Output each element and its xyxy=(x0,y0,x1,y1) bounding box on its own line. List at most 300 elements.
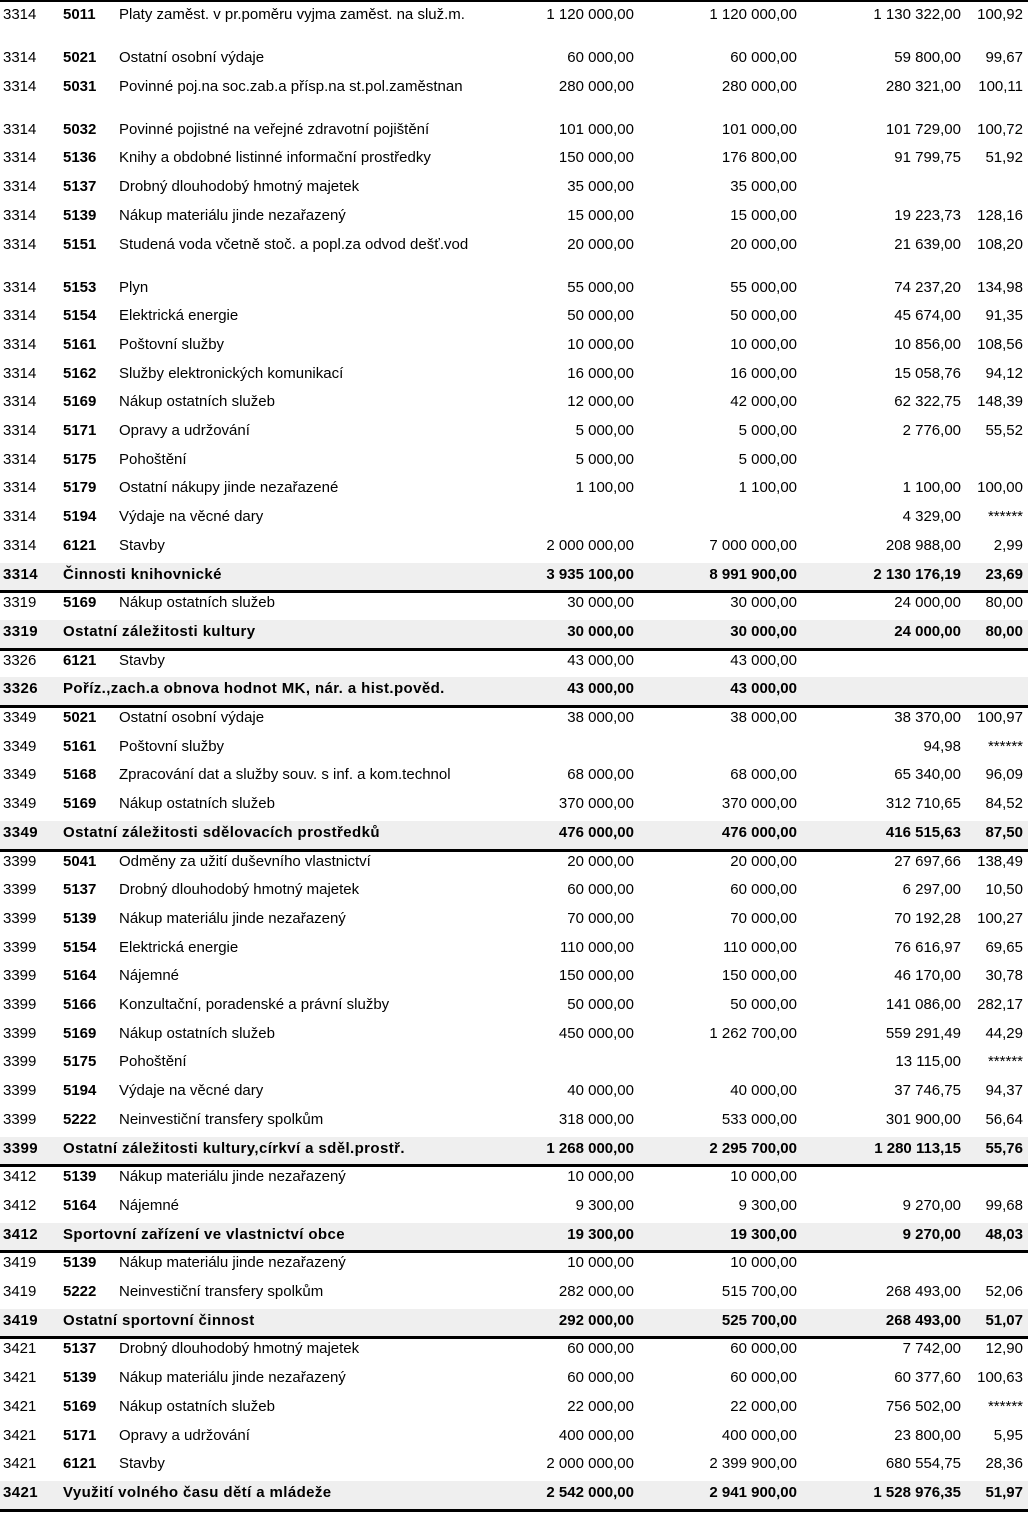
approved-budget-cell: 16 000,00 xyxy=(567,364,634,382)
actual-amount-cell: 416 515,63 xyxy=(885,823,961,841)
percent-fulfilled-cell: 91,35 xyxy=(985,307,1023,325)
item-name-cell: Drobný dlouhodobý hmotný majetek xyxy=(119,881,360,899)
table-row xyxy=(0,448,1028,477)
subtotal-row xyxy=(0,1481,1028,1510)
paragraph-code-cell: 3399 xyxy=(3,1082,37,1100)
paragraph-code-cell: 3412 xyxy=(3,1196,37,1214)
table-row xyxy=(0,3,1028,46)
item-code-cell: 5169 xyxy=(63,594,97,612)
percent-fulfilled-cell: 148,39 xyxy=(977,393,1023,411)
adjusted-budget-cell: 50 000,00 xyxy=(730,996,797,1013)
item-code-cell: 5154 xyxy=(63,938,97,956)
table-row xyxy=(0,276,1028,305)
adjusted-budget-cell: 43 000,00 xyxy=(730,651,797,669)
item-name-cell: Stavby xyxy=(119,1455,165,1473)
item-code-cell: 6121 xyxy=(63,536,97,554)
approved-budget-cell: 101 000,00 xyxy=(558,120,634,138)
approved-budget-cell: 476 000,00 xyxy=(558,823,634,841)
percent-fulfilled-cell: 48,03 xyxy=(985,1225,1023,1243)
subtotal-row xyxy=(0,563,1028,592)
item-code-cell: 6121 xyxy=(63,1455,97,1473)
actual-amount-cell: 62 322,75 xyxy=(894,393,961,411)
actual-amount-cell: 1 280 113,15 xyxy=(874,1139,961,1157)
item-name-cell: Výdaje na věcné dary xyxy=(119,508,264,526)
table-row xyxy=(0,1079,1028,1108)
adjusted-budget-cell: 60 000,00 xyxy=(730,1369,797,1387)
adjusted-budget-cell: 525 700,00 xyxy=(721,1311,797,1329)
table-row xyxy=(0,649,1028,678)
adjusted-budget-cell: 5 000,00 xyxy=(738,422,797,439)
approved-budget-cell: 40 000,00 xyxy=(567,1082,634,1100)
approved-budget-cell: 55 000,00 xyxy=(567,278,634,296)
percent-fulfilled-cell: 100,92 xyxy=(977,6,1023,23)
actual-amount-cell: 680 554,75 xyxy=(885,1455,961,1473)
actual-amount-cell: 60 377,60 xyxy=(894,1369,961,1387)
actual-amount-cell: 24 000,00 xyxy=(894,594,961,612)
approved-budget-cell: 60 000,00 xyxy=(567,1340,634,1358)
table-row xyxy=(0,46,1028,75)
approved-budget-cell: 450 000,00 xyxy=(558,1024,634,1042)
paragraph-code-cell: 3419 xyxy=(3,1283,37,1300)
percent-fulfilled-cell: ****** xyxy=(987,1397,1023,1415)
paragraph-code-cell: 3421 xyxy=(3,1426,37,1444)
actual-amount-cell: 280 321,00 xyxy=(885,77,961,95)
item-name-cell: Služby elektronických komunikací xyxy=(119,364,344,382)
adjusted-budget-cell: 70 000,00 xyxy=(730,909,797,927)
adjusted-budget-cell: 22 000,00 xyxy=(730,1397,797,1415)
item-code-cell: 5194 xyxy=(63,508,97,526)
percent-fulfilled-cell: 51,07 xyxy=(985,1311,1023,1329)
paragraph-code-cell: 3349 xyxy=(3,795,37,813)
paragraph-code-cell: 3421 xyxy=(3,1397,37,1415)
item-name-cell: Pohoštění xyxy=(119,450,187,468)
approved-budget-cell: 35 000,00 xyxy=(567,178,634,196)
item-name-cell: Neinvestiční transfery spolkům xyxy=(119,1283,324,1300)
percent-fulfilled-cell: 69,65 xyxy=(985,938,1023,956)
item-name-cell: Poštovní služby xyxy=(119,737,225,755)
actual-amount-cell: 19 223,73 xyxy=(894,206,961,224)
adjusted-budget-cell: 110 000,00 xyxy=(723,938,797,956)
approved-budget-cell: 150 000,00 xyxy=(558,149,634,167)
adjusted-budget-cell: 38 000,00 xyxy=(730,709,797,726)
subtotal-row xyxy=(0,1309,1028,1338)
approved-budget-cell: 1 120 000,00 xyxy=(546,6,634,23)
actual-amount-cell: 46 170,00 xyxy=(894,967,961,985)
actual-amount-cell: 91 799,75 xyxy=(894,149,961,167)
adjusted-budget-cell: 101 000,00 xyxy=(721,120,797,138)
item-name-cell: Zpracování dat a služby souv. s inf. a kom.technol xyxy=(119,766,451,784)
actual-amount-cell: 59 800,00 xyxy=(894,49,961,66)
percent-fulfilled-cell: 80,00 xyxy=(985,622,1023,640)
paragraph-code-cell: 3314 xyxy=(3,206,37,224)
paragraph-code-cell: 3399 xyxy=(3,1053,37,1071)
item-code-cell: 5154 xyxy=(63,307,97,325)
paragraph-code-cell: 3326 xyxy=(3,680,38,698)
subtotal-row xyxy=(0,677,1028,706)
percent-fulfilled-cell: 100,00 xyxy=(977,479,1023,497)
adjusted-budget-cell: 35 000,00 xyxy=(730,178,797,196)
percent-fulfilled-cell: 51,97 xyxy=(985,1483,1023,1501)
actual-amount-cell: 1 100,00 xyxy=(902,479,961,497)
paragraph-code-cell: 3314 xyxy=(3,422,37,439)
adjusted-budget-cell: 476 000,00 xyxy=(721,823,797,841)
item-code-cell: 5179 xyxy=(63,479,97,497)
percent-fulfilled-cell: 51,92 xyxy=(985,149,1023,167)
approved-budget-cell: 70 000,00 xyxy=(567,909,634,927)
approved-budget-cell: 50 000,00 xyxy=(567,996,634,1013)
paragraph-code-cell: 3314 xyxy=(3,307,37,325)
paragraph-code-cell: 3314 xyxy=(3,450,37,468)
percent-fulfilled-cell: 128,16 xyxy=(977,206,1023,224)
table-row xyxy=(0,1165,1028,1194)
item-name-cell: Nákup materiálu jinde nezařazený xyxy=(119,1168,346,1186)
approved-budget-cell: 10 000,00 xyxy=(567,335,634,353)
item-code-cell: 5137 xyxy=(63,178,97,196)
item-name-cell: Ostatní záležitosti kultury xyxy=(63,622,256,640)
item-name-cell: Knihy a obdobné listinné informační prostředky xyxy=(119,149,431,167)
item-name-cell: Nákup materiálu jinde nezařazený xyxy=(119,909,346,927)
item-code-cell: 5166 xyxy=(63,996,97,1013)
approved-budget-cell: 5 000,00 xyxy=(575,422,634,439)
percent-fulfilled-cell: 44,29 xyxy=(985,1024,1023,1042)
adjusted-budget-cell: 533 000,00 xyxy=(721,1110,797,1128)
paragraph-code-cell: 3421 xyxy=(3,1483,38,1501)
actual-amount-cell: 38 370,00 xyxy=(894,709,961,726)
percent-fulfilled-cell: 56,64 xyxy=(985,1110,1023,1128)
approved-budget-cell: 22 000,00 xyxy=(567,1397,634,1415)
adjusted-budget-cell: 7 000 000,00 xyxy=(709,536,797,554)
paragraph-code-cell: 3314 xyxy=(3,120,37,138)
item-code-cell: 5175 xyxy=(63,450,97,468)
approved-budget-cell: 30 000,00 xyxy=(567,594,634,612)
item-name-cell: Ostatní osobní výdaje xyxy=(119,49,265,66)
approved-budget-cell: 110 000,00 xyxy=(560,938,634,956)
item-name-cell: Nákup ostatních služeb xyxy=(119,795,275,813)
item-code-cell: 5031 xyxy=(63,77,97,95)
actual-amount-cell: 9 270,00 xyxy=(902,1225,961,1243)
item-name-cell: Nákup materiálu jinde nezařazený xyxy=(119,206,346,224)
item-code-cell: 5153 xyxy=(63,278,97,296)
item-name-cell: Ostatní záležitosti sdělovacích prostředků xyxy=(63,823,380,841)
adjusted-budget-cell: 2 295 700,00 xyxy=(709,1139,797,1157)
paragraph-code-cell: 3314 xyxy=(3,77,37,95)
percent-fulfilled-cell: 100,11 xyxy=(978,77,1023,95)
item-code-cell: 5169 xyxy=(63,795,97,813)
table-row xyxy=(0,1395,1028,1424)
approved-budget-cell: 15 000,00 xyxy=(567,206,634,224)
item-code-cell: 5151 xyxy=(63,235,97,253)
item-code-cell: 5162 xyxy=(63,364,97,382)
paragraph-code-cell: 3314 xyxy=(3,536,37,554)
paragraph-code-cell: 3399 xyxy=(3,881,37,899)
table-row xyxy=(0,505,1028,534)
item-name-cell: Drobný dlouhodobý hmotný majetek xyxy=(119,178,360,196)
adjusted-budget-cell: 9 300,00 xyxy=(738,1196,797,1214)
item-code-cell: 5021 xyxy=(63,49,97,66)
item-name-cell: Výdaje na věcné dary xyxy=(119,1082,264,1100)
percent-fulfilled-cell: 94,12 xyxy=(985,364,1023,382)
item-name-cell: Využití volného času dětí a mládeže xyxy=(63,1483,332,1501)
adjusted-budget-cell: 30 000,00 xyxy=(730,594,797,612)
paragraph-code-cell: 3314 xyxy=(3,178,37,196)
item-code-cell: 5171 xyxy=(63,422,97,439)
item-code-cell: 5139 xyxy=(63,1254,97,1272)
paragraph-code-cell: 3319 xyxy=(3,594,37,612)
table-row xyxy=(0,146,1028,175)
item-name-cell: Stavby xyxy=(119,651,165,669)
actual-amount-cell: 301 900,00 xyxy=(885,1110,961,1128)
percent-fulfilled-cell: 94,37 xyxy=(985,1082,1023,1100)
paragraph-code-cell: 3314 xyxy=(3,479,37,497)
approved-budget-cell: 9 300,00 xyxy=(575,1196,634,1214)
item-name-cell: Povinné pojistné na veřejné zdravotní pojištění xyxy=(119,120,430,138)
table-row xyxy=(0,476,1028,505)
approved-budget-cell: 10 000,00 xyxy=(567,1254,634,1272)
adjusted-budget-cell: 10 000,00 xyxy=(730,335,797,353)
item-code-cell: 5011 xyxy=(63,6,96,23)
paragraph-code-cell: 3399 xyxy=(3,1110,37,1128)
approved-budget-cell: 3 935 100,00 xyxy=(546,565,634,583)
item-name-cell: Plyn xyxy=(119,278,149,296)
percent-fulfilled-cell: 84,52 xyxy=(985,795,1023,813)
actual-amount-cell: 312 710,65 xyxy=(885,795,961,813)
percent-fulfilled-cell: 5,95 xyxy=(993,1426,1023,1444)
percent-fulfilled-cell: 55,52 xyxy=(985,422,1023,439)
percent-fulfilled-cell: 52,06 xyxy=(985,1283,1023,1300)
percent-fulfilled-cell: 100,72 xyxy=(977,120,1023,138)
approved-budget-cell: 19 300,00 xyxy=(567,1225,634,1243)
paragraph-code-cell: 3349 xyxy=(3,709,37,726)
paragraph-code-cell: 3314 xyxy=(3,235,37,253)
item-code-cell: 5139 xyxy=(63,206,97,224)
item-code-cell: 5161 xyxy=(63,335,97,353)
item-code-cell: 6121 xyxy=(63,651,97,669)
item-code-cell: 5222 xyxy=(63,1283,97,1300)
subtotal-row xyxy=(0,620,1028,649)
item-code-cell: 5164 xyxy=(63,967,97,985)
item-name-cell: Sportovní zařízení ve vlastnictví obce xyxy=(63,1225,345,1243)
adjusted-budget-cell: 16 000,00 xyxy=(730,364,797,382)
item-name-cell: Elektrická energie xyxy=(119,307,239,325)
item-code-cell: 5168 xyxy=(63,766,97,784)
adjusted-budget-cell: 20 000,00 xyxy=(730,235,797,253)
table-row xyxy=(0,1022,1028,1051)
paragraph-code-cell: 3314 xyxy=(3,364,37,382)
paragraph-code-cell: 3326 xyxy=(3,651,37,669)
actual-amount-cell: 208 988,00 xyxy=(885,536,961,554)
table-row xyxy=(0,850,1028,879)
percent-fulfilled-cell: 100,97 xyxy=(977,709,1023,726)
adjusted-budget-cell: 280 000,00 xyxy=(721,77,797,95)
item-name-cell: Elektrická energie xyxy=(119,938,239,956)
item-code-cell: 5169 xyxy=(63,1024,97,1042)
approved-budget-cell: 30 000,00 xyxy=(567,622,634,640)
actual-amount-cell: 7 742,00 xyxy=(902,1340,961,1358)
actual-amount-cell: 268 493,00 xyxy=(885,1283,961,1300)
actual-amount-cell: 27 697,66 xyxy=(894,852,961,870)
adjusted-budget-cell: 5 000,00 xyxy=(738,450,797,468)
paragraph-code-cell: 3399 xyxy=(3,938,37,956)
item-name-cell: Nákup ostatních služeb xyxy=(119,594,275,612)
actual-amount-cell: 94,98 xyxy=(923,737,961,755)
paragraph-code-cell: 3399 xyxy=(3,967,37,985)
percent-fulfilled-cell: 87,50 xyxy=(985,823,1023,841)
table-row xyxy=(0,1424,1028,1453)
paragraph-code-cell: 3399 xyxy=(3,909,37,927)
percent-fulfilled-cell: 55,76 xyxy=(985,1139,1023,1157)
item-name-cell: Nájemné xyxy=(119,967,180,985)
percent-fulfilled-cell: ****** xyxy=(987,1053,1023,1071)
percent-fulfilled-cell: 23,69 xyxy=(985,565,1023,583)
table-row xyxy=(0,1452,1028,1481)
table-row xyxy=(0,204,1028,233)
approved-budget-cell: 43 000,00 xyxy=(567,651,634,669)
table-row xyxy=(0,175,1028,204)
actual-amount-cell: 141 086,00 xyxy=(885,996,961,1013)
table-top-rule xyxy=(0,0,1028,2)
paragraph-code-cell: 3314 xyxy=(3,6,37,23)
item-code-cell: 5169 xyxy=(63,393,97,411)
item-name-cell: Konzultační, poradenské a právní služby xyxy=(119,996,390,1013)
approved-budget-cell: 1 100,00 xyxy=(575,479,634,497)
percent-fulfilled-cell: ****** xyxy=(987,508,1023,526)
item-name-cell: Poříz.,zach.a obnova hodnot MK, nár. a hist.pověd. xyxy=(63,680,445,698)
item-code-cell: 5161 xyxy=(63,737,97,755)
actual-amount-cell: 6 297,00 xyxy=(902,881,961,899)
approved-budget-cell: 2 000 000,00 xyxy=(546,1455,634,1473)
item-code-cell: 5194 xyxy=(63,1082,97,1100)
paragraph-code-cell: 3399 xyxy=(3,1139,38,1157)
approved-budget-cell: 10 000,00 xyxy=(567,1168,634,1186)
item-name-cell: Stavby xyxy=(119,536,165,554)
adjusted-budget-cell: 15 000,00 xyxy=(730,206,797,224)
actual-amount-cell: 2 130 176,19 xyxy=(873,565,961,583)
adjusted-budget-cell: 60 000,00 xyxy=(730,881,797,899)
subtotal-row xyxy=(0,1137,1028,1166)
adjusted-budget-cell: 8 991 900,00 xyxy=(709,565,797,583)
adjusted-budget-cell: 40 000,00 xyxy=(730,1082,797,1100)
item-code-cell: 5136 xyxy=(63,149,97,167)
item-name-cell: Poštovní služby xyxy=(119,335,225,353)
item-name-cell: Nákup materiálu jinde nezařazený xyxy=(119,1254,346,1272)
adjusted-budget-cell: 60 000,00 xyxy=(730,1340,797,1358)
approved-budget-cell: 60 000,00 xyxy=(567,881,634,899)
table-row xyxy=(0,1194,1028,1223)
percent-fulfilled-cell: 99,68 xyxy=(985,1196,1023,1214)
item-name-cell: Nájemné xyxy=(119,1196,180,1214)
actual-amount-cell: 70 192,28 xyxy=(894,909,961,927)
item-name-cell: Platy zaměst. v pr.poměru vyjma zaměst. na služ.m. xyxy=(119,6,465,23)
approved-budget-cell: 2 000 000,00 xyxy=(546,536,634,554)
table-row xyxy=(0,763,1028,792)
adjusted-budget-cell: 30 000,00 xyxy=(730,622,797,640)
approved-budget-cell: 38 000,00 xyxy=(567,709,634,726)
percent-fulfilled-cell: 12,90 xyxy=(985,1340,1023,1358)
approved-budget-cell: 150 000,00 xyxy=(558,967,634,985)
actual-amount-cell: 37 746,75 xyxy=(894,1082,961,1100)
adjusted-budget-cell: 400 000,00 xyxy=(721,1426,797,1444)
actual-amount-cell: 101 729,00 xyxy=(885,120,961,138)
paragraph-code-cell: 3314 xyxy=(3,49,37,66)
item-name-cell: Neinvestiční transfery spolkům xyxy=(119,1110,324,1128)
item-name-cell: Pohoštění xyxy=(119,1053,187,1071)
item-code-cell: 5175 xyxy=(63,1053,97,1071)
table-row xyxy=(0,1280,1028,1309)
table-row xyxy=(0,591,1028,620)
item-code-cell: 5139 xyxy=(63,1369,97,1387)
actual-amount-cell: 15 058,76 xyxy=(894,364,961,382)
table-row xyxy=(0,534,1028,563)
table-row xyxy=(0,792,1028,821)
approved-budget-cell: 318 000,00 xyxy=(558,1110,634,1128)
adjusted-budget-cell: 60 000,00 xyxy=(730,49,797,66)
percent-fulfilled-cell: 99,67 xyxy=(985,49,1023,66)
item-name-cell: Povinné poj.na soc.zab.a přísp.na st.pol.zaměstnan xyxy=(119,77,463,95)
actual-amount-cell: 559 291,49 xyxy=(885,1024,961,1042)
item-name-cell: Opravy a udržování xyxy=(119,1426,250,1444)
approved-budget-cell: 370 000,00 xyxy=(558,795,634,813)
approved-budget-cell: 292 000,00 xyxy=(558,1311,634,1329)
approved-budget-cell: 50 000,00 xyxy=(567,307,634,325)
actual-amount-cell: 10 856,00 xyxy=(894,335,961,353)
percent-fulfilled-cell: 28,36 xyxy=(985,1455,1023,1473)
paragraph-code-cell: 3349 xyxy=(3,766,37,784)
item-code-cell: 5164 xyxy=(63,1196,97,1214)
percent-fulfilled-cell: 282,17 xyxy=(977,996,1023,1013)
item-name-cell: Nákup ostatních služeb xyxy=(119,393,275,411)
adjusted-budget-cell: 1 262 700,00 xyxy=(709,1024,797,1042)
approved-budget-cell: 12 000,00 xyxy=(567,393,634,411)
percent-fulfilled-cell: 2,99 xyxy=(993,536,1023,554)
actual-amount-cell: 74 237,20 xyxy=(894,278,961,296)
adjusted-budget-cell: 2 399 900,00 xyxy=(709,1455,797,1473)
approved-budget-cell: 43 000,00 xyxy=(567,680,634,698)
item-code-cell: 5021 xyxy=(63,709,97,726)
table-row xyxy=(0,936,1028,965)
adjusted-budget-cell: 43 000,00 xyxy=(730,680,797,698)
table-row xyxy=(0,419,1028,448)
item-name-cell: Nákup materiálu jinde nezařazený xyxy=(119,1369,346,1387)
item-code-cell: 5137 xyxy=(63,1340,97,1358)
table-row xyxy=(0,118,1028,147)
table-row xyxy=(0,878,1028,907)
adjusted-budget-cell: 2 941 900,00 xyxy=(709,1483,797,1501)
subtotal-row xyxy=(0,1223,1028,1252)
adjusted-budget-cell: 150 000,00 xyxy=(721,967,797,985)
item-name-cell: Ostatní sportovní činnost xyxy=(63,1311,255,1329)
paragraph-code-cell: 3419 xyxy=(3,1254,37,1272)
actual-amount-cell: 23 800,00 xyxy=(894,1426,961,1444)
paragraph-code-cell: 3319 xyxy=(3,622,38,640)
adjusted-budget-cell: 515 700,00 xyxy=(721,1283,797,1300)
adjusted-budget-cell: 19 300,00 xyxy=(730,1225,797,1243)
item-code-cell: 5169 xyxy=(63,1397,97,1415)
table-row xyxy=(0,333,1028,362)
approved-budget-cell: 1 268 000,00 xyxy=(546,1139,634,1157)
percent-fulfilled-cell: ****** xyxy=(987,737,1023,755)
table-row xyxy=(0,1366,1028,1395)
paragraph-code-cell: 3412 xyxy=(3,1225,38,1243)
adjusted-budget-cell: 55 000,00 xyxy=(730,278,797,296)
group-separator-rule xyxy=(0,1509,1028,1512)
table-row xyxy=(0,1251,1028,1280)
percent-fulfilled-cell: 134,98 xyxy=(977,278,1023,296)
actual-amount-cell: 4 329,00 xyxy=(902,508,961,526)
percent-fulfilled-cell: 108,20 xyxy=(977,235,1023,253)
table-row xyxy=(0,907,1028,936)
table-row xyxy=(0,993,1028,1022)
item-name-cell: Ostatní záležitosti kultury,církví a sděl.prostř. xyxy=(63,1139,405,1157)
